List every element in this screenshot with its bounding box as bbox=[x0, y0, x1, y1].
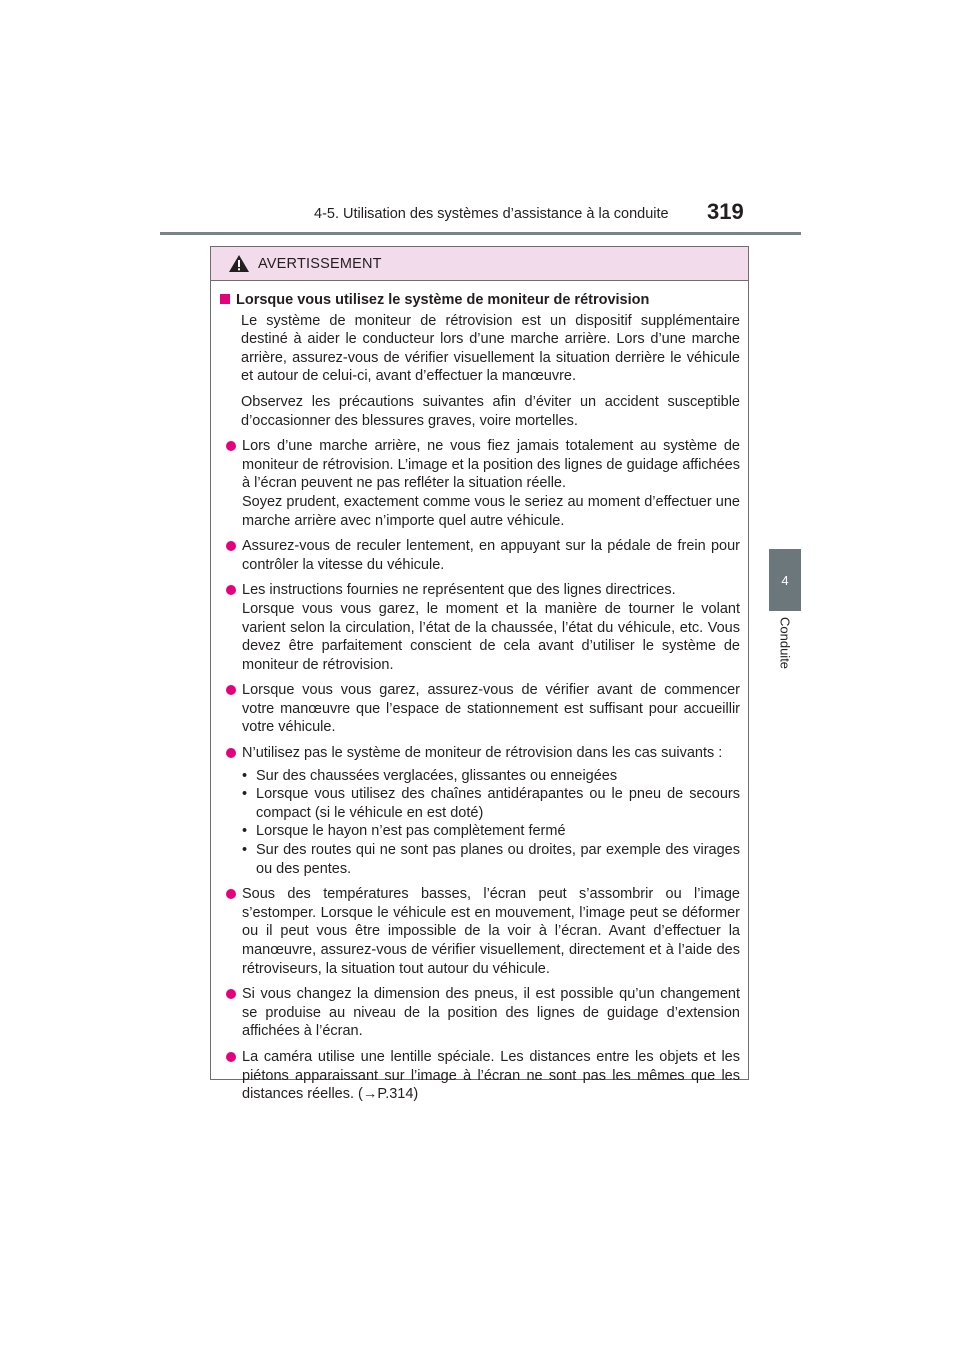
warning-header bbox=[211, 247, 748, 281]
precaution-text bbox=[242, 885, 740, 978]
precaution-line: N’utilisez pas le système de moniteur de rétrovision dans les cas suivants : bbox=[242, 745, 723, 762]
precaution-line: Assurez-vous de reculer lentement, en appuyant sur la pédale de frein pour contrôler la vitesse du véhicule. bbox=[242, 538, 740, 573]
sub-list-text: Lorsque vous utilisez des chaînes antidérapantes ou le pneu de secours compact (si le véhicule en est doté) bbox=[256, 786, 740, 821]
precaution-item bbox=[226, 581, 740, 674]
warning-title: AVERTISSEMENT bbox=[258, 255, 382, 272]
round-bullet-icon bbox=[226, 685, 236, 695]
precaution-text bbox=[242, 581, 740, 674]
sub-list-text: Sur des routes qui ne sont pas planes ou droites, par exemple des virages ou des pentes. bbox=[256, 842, 740, 877]
round-bullet-icon bbox=[226, 441, 236, 451]
precaution-line: Si vous changez la dimension des pneus, il est possible qu’un changement se produise au niveau de la position des lignes de guidage d’extension affichées à l’écran. bbox=[242, 986, 740, 1040]
dot-bullet-icon: • bbox=[242, 842, 248, 859]
dot-bullet-icon: • bbox=[242, 786, 248, 803]
sub-list-item bbox=[242, 785, 740, 822]
sub-list-text: Lorsque le hayon n’est pas complètement fermé bbox=[256, 823, 566, 840]
sub-list-text: Sur des chaussées verglacées, glissantes ou enneigées bbox=[256, 767, 618, 784]
precaution-line: Lorsque vous vous garez, assurez-vous de vérifier avant de commencer votre manœuvre que l’espace de stationnement est suffisant pour accueillir votre véhicule. bbox=[242, 682, 740, 736]
warning-section-title bbox=[220, 291, 740, 310]
round-bullet-icon bbox=[226, 1052, 236, 1062]
precaution-text bbox=[242, 985, 740, 1041]
precaution-item bbox=[226, 1048, 740, 1104]
warning-body bbox=[211, 281, 748, 1104]
precaution-item bbox=[226, 437, 740, 530]
precaution-text bbox=[242, 437, 740, 530]
precaution-item bbox=[226, 885, 740, 978]
precaution-text bbox=[242, 537, 740, 574]
page-number: 319 bbox=[707, 199, 744, 224]
header-divider bbox=[160, 232, 801, 235]
round-bullet-icon bbox=[226, 585, 236, 595]
sub-list-item bbox=[242, 767, 740, 786]
precaution-line: Les instructions fournies ne représentent que des lignes directrices. bbox=[242, 582, 676, 599]
precaution-line: La caméra utilise une lentille spéciale. Les distances entre les objets et les piétons apparaissant sur l’image à l’écran ne sont pas les mêmes que les distances réelles. (→P.314) bbox=[242, 1048, 740, 1103]
round-bullet-icon bbox=[226, 541, 236, 551]
warning-box bbox=[210, 246, 749, 1103]
intro-paragraph: Le système de moniteur de rétrovision est un dispositif supplémentaire destiné à aider le conducteur lors d’une marche arrière. Lors d’une marche arrière, assurez-vous de vérifier visuellement la situation derrière le véhicule et autour de celui-ci, avant d’effectuer la manœuvre. bbox=[241, 312, 740, 385]
precaution-line: Lors d’une marche arrière, ne vous fiez jamais totalement au système de moniteur de rétrovision. L’image et la position des lignes de guidage affichées à l’écran peuvent ne pas refléter la situation réelle. bbox=[242, 438, 740, 492]
round-bullet-icon bbox=[226, 989, 236, 999]
dot-bullet-icon: • bbox=[242, 823, 248, 840]
precaution-text bbox=[242, 744, 740, 878]
precaution-line: Lorsque vous vous garez, le moment et la manière de tourner le volant varient selon la circulation, l’état de la chaussée, l’état du véhicule, etc. Vous devez être parfaitement conscient de cela avant d’utiliser le système de moniteur de rétrovision. bbox=[242, 600, 740, 673]
chapter-tab[interactable] bbox=[769, 549, 801, 611]
chapter-tab-label: Conduite bbox=[777, 617, 793, 670]
round-bullet-icon bbox=[226, 748, 236, 758]
precaution-line: Sous des températures basses, l’écran peut s’assombrir ou l’image s’estomper. Lorsque le véhicule est en mouvement, l’image peut se déformer ou il peut vous être impossible de la voir à l’écran. Avant d’effectuer la manœuvre, assurez-vous de vérifier visuellement, directement et à l’aide des rétroviseurs, la situation tout autour du véhicule. bbox=[242, 886, 740, 977]
precaution-line: Soyez prudent, exactement comme vous le seriez au moment d’effectuer une marche arrière avec n’importe quel autre véhicule. bbox=[242, 493, 740, 529]
sub-list-item bbox=[242, 841, 740, 878]
chapter-tab-number: 4 bbox=[781, 572, 789, 588]
sub-list-item bbox=[242, 822, 740, 841]
section-heading: 4-5. Utilisation des systèmes d’assistance à la conduite bbox=[314, 206, 669, 222]
sub-list bbox=[242, 767, 740, 879]
precaution-item bbox=[226, 681, 740, 737]
warning-section-title-text: Lorsque vous utilisez le système de moniteur de rétrovision bbox=[236, 292, 650, 308]
warning-triangle-icon bbox=[228, 254, 250, 273]
round-bullet-icon bbox=[226, 889, 236, 899]
precaution-item bbox=[226, 537, 740, 574]
precaution-text bbox=[242, 681, 740, 737]
intro-paragraph: Observez les précautions suivantes afin d’éviter un accident susceptible d’occasionner des blessures graves, voire mortelles. bbox=[241, 393, 740, 429]
precaution-item bbox=[226, 985, 740, 1041]
precaution-list bbox=[220, 437, 740, 1104]
precaution-text bbox=[242, 1048, 740, 1104]
square-bullet-icon bbox=[220, 294, 230, 304]
dot-bullet-icon: • bbox=[242, 767, 248, 784]
precaution-item bbox=[226, 744, 740, 878]
